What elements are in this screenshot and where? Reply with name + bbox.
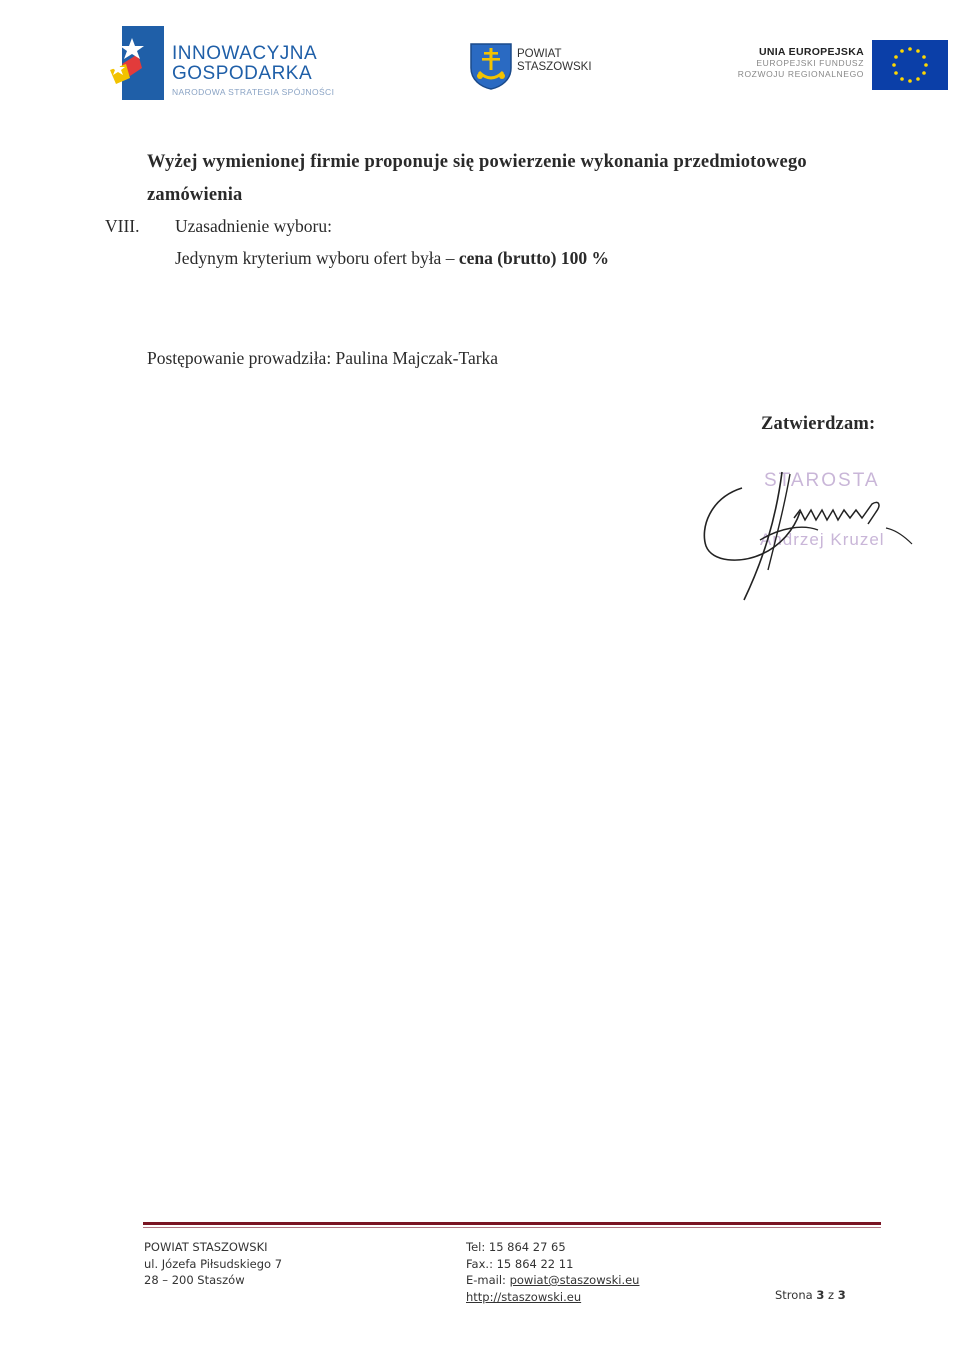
page-number [775,1288,846,1302]
footer-org-name: POWIAT STASZOWSKI [144,1240,268,1254]
footer-rule-thin [143,1227,881,1228]
powiat-logo-line2: STASZOWSKI [517,61,592,73]
footer-rule [143,1222,881,1225]
footer-address [144,1239,282,1289]
footer-city: 28 – 200 Staszów [144,1273,245,1287]
page-label: Strona [775,1288,817,1302]
eu-flag-icon [872,40,948,90]
section-number: VIII. [105,216,140,236]
innowacyjna-gospodarka-logo [108,24,168,102]
eu-logo-line2: EUROPEJSKI FUNDUSZ [756,58,864,68]
approval-label: Zatwierdzam: [761,414,876,434]
footer-fax: Fax.: 15 864 22 11 [466,1256,574,1271]
eu-logo-line1: UNIA EUROPEJSKA [758,46,864,58]
powiat-wordmark [517,48,592,74]
footer-website-link[interactable]: http://staszowski.eu [466,1289,582,1304]
award-recommendation-paragraph: Wyżej wymienionej firmie proponuje się powierzenie wykonania przedmiotowego zamówienia [147,152,807,205]
page-total: 3 [837,1288,846,1302]
signature-drawing [690,458,930,608]
page-current: 3 [816,1288,825,1302]
footer-website-line [466,1289,639,1306]
powiat-logo-line1: POWIAT [517,48,562,60]
eu-logo-line3: ROZWOJU REGIONALNEGO [737,69,864,79]
footer-street: ul. Józefa Piłsudskiego 7 [144,1256,283,1271]
stamp-name: Andrzej Kruzel [760,530,885,549]
ig-logo-line2: GOSPODARKA [172,63,313,84]
footer-email-prefix: E-mail: [466,1273,510,1287]
ig-logo-line1: INNOWACYJNA [172,43,318,64]
criterion-value: cena (brutto) 100 % [458,248,610,268]
page-sep: z [824,1288,838,1302]
conducted-by-line: Postępowanie prowadziła: Paulina Majczak-Tarka [147,348,499,368]
ig-logo-line3: NARODOWA STRATEGIA SPÓJNOŚCI [172,87,335,97]
innowacyjna-gospodarka-wordmark [172,44,334,97]
section-title: Uzasadnienie wyboru: [175,216,332,236]
footer-contact [466,1239,639,1305]
selection-criterion [175,248,609,269]
footer-email-line [466,1272,639,1289]
eu-wordmark [738,46,864,80]
footer-email-link[interactable]: powiat@staszowski.eu [509,1273,640,1287]
stamp-title: STAROSTA [764,470,880,491]
criterion-prefix: Jedynym kryterium wyboru ofert była – [175,248,459,268]
footer-tel: Tel: 15 864 27 65 [466,1240,566,1254]
powiat-crest-icon [469,42,513,90]
